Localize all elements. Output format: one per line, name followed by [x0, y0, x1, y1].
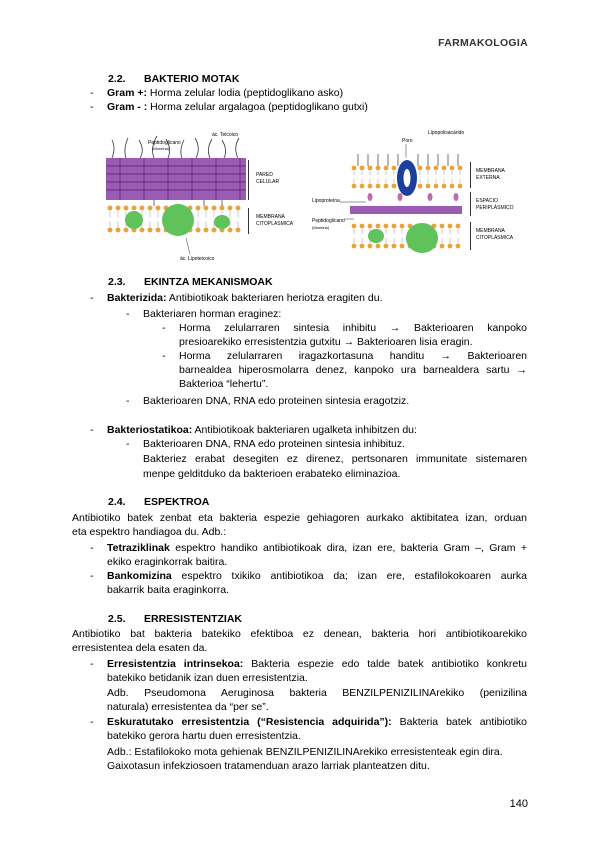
label-peptidoglycan: Peptidoglicano: [148, 140, 181, 146]
text-line: Eskuratutako erresistentzia (“Resistencia adquirida”): Bakteria batek antibiotiko: [107, 716, 527, 728]
cell-wall-band: [106, 158, 246, 200]
list-item: -: [162, 350, 166, 362]
text-line: Adb.: Estafilokoko mota gehienak BENZILPENIZILINArekiko erresistenteak egin dira.: [107, 746, 503, 758]
section-number: 2.5.: [108, 613, 126, 625]
text-line: barnealdea hiperosmolarra denez, kanpoko ura barnealdera sartu →: [179, 364, 527, 376]
list-item: - Bakterioaren DNA, RNA edo proteinen sintesia eragotziz.: [126, 395, 410, 407]
section-2-4-heading: [108, 496, 209, 508]
list-item: - Bakterioaren DNA, RNA edo proteinen sintesia inhibituz.: [126, 438, 406, 450]
list-item: - Gram +: Horma zelular lodia (peptidoglikano asko): [90, 87, 344, 99]
list-item: -: [90, 658, 94, 670]
text-line: Bankomizina espektro txikiko antibiotikoa da; izan ere, estafilokokoaren aurka: [107, 570, 527, 582]
text-line: batekiko betidanik izan duen erresistentzia.: [107, 672, 308, 684]
list-item: - Bakteriostatikoa: Antibiotikoak bakteriaren ugalketa inhibitzen du:: [90, 424, 417, 436]
paragraph-line: Antibiotiko bat bakteria batekiko efektiboa ez denean, bakteria hori antibiotikoarekiko: [72, 628, 527, 640]
section-title: EKINTZA MEKANISMOAK: [144, 276, 273, 288]
text-line: batekiko gerora hartu duen erresistentzia.: [107, 730, 301, 742]
paragraph-line: eta espektro handiagoa du. Adb.:: [72, 526, 227, 538]
gram-negative-wall-diagram: [310, 126, 514, 266]
section-title: ERRESISTENTZIAK: [144, 613, 243, 625]
text-line: Bakterioa “lehertu”.: [179, 378, 269, 390]
label-lipoteicoic: ác. Lipoteicoico: [180, 256, 215, 262]
text-line: bakarrik baita eraginkorra.: [107, 584, 229, 596]
label-cell-wall-1: PARED: [256, 172, 273, 178]
label-peptidoglycan-sub: (Mureina): [152, 146, 170, 151]
section-number: 2.2.: [108, 73, 126, 85]
text-line: presioarekiko erresistentzia gutxitu → Bakterioaren lisia eragin.: [179, 336, 473, 348]
label-membrane-2: CITOPLASMICA: [256, 221, 294, 227]
text-line: Adb. Pseudomona Aeruginosa bakteria BENZILPENIZILINArekiko (penizilina: [107, 687, 527, 699]
label-lps: Lipopolisacárido: [428, 130, 465, 136]
section-title: ESPEKTROA: [144, 496, 210, 508]
label-lipoprotein: Lipoproteína: [312, 198, 340, 204]
text-line: Erresistentzia intrinsekoa: Bakteria espezie edo talde batek antibiotiko konkretu: [107, 658, 527, 670]
list-item: - Bakteriaren horman eraginez:: [126, 308, 282, 320]
text-line: Tetraziklinak espektro handiko antibiotikoak dira, izan ere, bakteria Gram –, Gram +: [107, 542, 527, 554]
list-item: - Gram - : Horma zelular argalagoa (peptidoglikano gutxi): [90, 101, 368, 113]
text-line: Horma zelularraren iragazkortasuna handitu → Bakterioaren: [179, 350, 527, 362]
text-line: Gaixotasun infekziosoen tratamenduan arazo larriak planteatzen ditu.: [107, 760, 430, 772]
section-title: BAKTERIO MOTAK: [144, 73, 240, 85]
label-membrane-1: MEMBRANA: [256, 214, 285, 220]
list-item: -: [90, 570, 94, 582]
list-item: -: [90, 542, 94, 554]
section-2-5-heading: [108, 613, 242, 625]
paragraph-line: Antibiotiko batek zenbat eta bakteria espezie gehiagoren aurkako aktibitatea izan, orduan: [72, 512, 527, 524]
label-porin: Poro: [402, 138, 413, 144]
porin-channel: [397, 160, 417, 196]
section-2-2-heading: [108, 73, 239, 85]
running-header: FARMAKOLOGIA: [438, 37, 528, 49]
text-line: Horma zelularraren sintesia inhibitu → Bakterioaren kanpoko: [179, 322, 527, 334]
list-item: - Bakterizida: Antibiotikoak bakteriaren heriotza eragiten du.: [90, 292, 383, 304]
peptidoglycan-layer: [350, 206, 462, 214]
text-line: naturala) erresistentea da “per se”.: [107, 701, 269, 713]
label-inner-1: MEMBRANA: [476, 228, 505, 234]
text-line: menpe gelditduko da bakterioen erabateko eliminazioa.: [143, 468, 401, 480]
gram-positive-wall-diagram: [104, 126, 300, 266]
label-inner-2: CITOPLÁSMICA: [476, 235, 514, 241]
paragraph-line: erresistentea dela esaten da.: [72, 642, 208, 654]
label-cell-wall-2: CELULAR: [256, 179, 280, 185]
label-peptidoglycan-right-sub: (Mureina): [312, 225, 330, 230]
lipid-bilayer: [106, 200, 246, 236]
label-outer-1: MEMBRANA: [476, 168, 505, 174]
text-line: ekiko eraginkorrak baitira.: [107, 556, 228, 568]
label-teicoic: ác. Teicoico: [212, 132, 239, 138]
text-line: Bakteriez erabat desegiten ez direnez, pertsonaren immunitate sistemaren: [143, 453, 527, 465]
label-outer-2: EXTERNA: [476, 175, 500, 181]
section-number: 2.4.: [108, 496, 126, 508]
label-periplasm-2: PERIPLÁSMICO: [476, 205, 514, 211]
section-2-3-heading: [108, 276, 273, 288]
section-number: 2.3.: [108, 276, 126, 288]
page-number: 140: [509, 798, 528, 810]
list-item: -: [90, 716, 94, 728]
label-peptidoglycan-right: Peptidoglicano: [312, 218, 345, 224]
list-item: -: [162, 322, 166, 334]
label-periplasm-1: ESPACIO: [476, 198, 498, 204]
